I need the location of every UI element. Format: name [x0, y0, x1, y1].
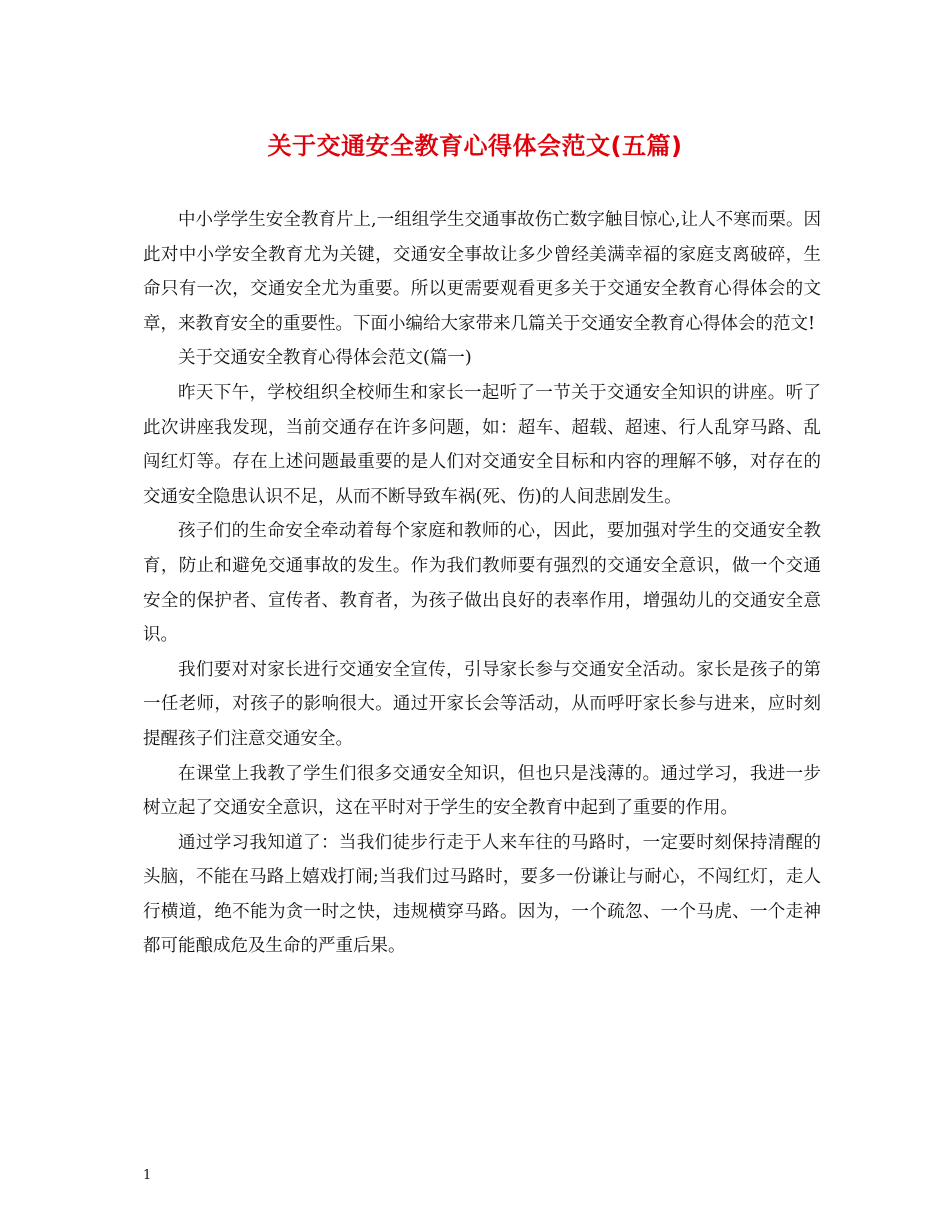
intro-paragraph: 中小学学生安全教育片上,一组组学生交通事故伤亡数字触目惊心,让人不寒而栗。因此对中小学安全教育尤为关键，交通安全事故让多少曾经美满幸福的家庭支离破碎，生命只有一次，交通安全尤为重要。所以更需要观看更多关于交通安全教育心得体会的文章，来教育安全的重要性。下面小编给大家带来几篇关于交通安全教育心得体会的范文!: [143, 210, 821, 334]
body-paragraph: 通过学习我知道了：当我们徒步行走于人来车往的马路时，一定要时刻保持清醒的头脑，不能在马路上嬉戏打闹;当我们过马路时，要多一份谦让与耐心，不闯红灯，走人行横道，绝不能为贪一时之快，违规横穿马路。因为，一个疏忽、一个马虎、一个走神都可能酿成危及生命的严重后果。: [143, 832, 821, 957]
page-number: 1: [143, 1168, 152, 1183]
section-heading: 关于交通安全教育心得体会范文(篇一): [178, 348, 472, 369]
body-paragraph: 在课堂上我教了学生们很多交通安全知识，但也只是浅薄的。通过学习，我进一步树立起了交通安全意识，这在平时对于学生的安全教育中起到了重要的作用。: [143, 763, 821, 819]
document-title: 关于交通安全教育心得体会范文(五篇): [267, 132, 683, 160]
body-paragraph: 孩子们的生命安全牵动着每个家庭和教师的心，因此，要加强对学生的交通安全教育，防止和避免交通事故的发生。作为我们教师要有强烈的交通安全意识，做一个交通安全的保护者、宣传者、教育者，为孩子做出良好的表率作用，增强幼儿的交通安全意识。: [143, 521, 821, 646]
body-paragraph: 我们要对对家长进行交通安全宣传，引导家长参与交通安全活动。家长是孩子的第一任老师，对孩子的影响很大。通过开家长会等活动，从而呼吁家长参与进来，应时刻提醒孩子们注意交通安全。: [143, 659, 821, 749]
document-body: [143, 203, 821, 964]
body-paragraph: 昨天下午，学校组织全校师生和家长一起听了一节关于交通安全知识的讲座。听了此次讲座我发现，当前交通存在许多问题，如：超车、超载、超速、行人乱穿马路、乱闯红灯等。存在上述问题最重要的是人们对交通安全目标和内容的理解不够，对存在的交通安全隐患认识不足，从而不断导致车祸(死、伤)的人间悲剧发生。: [143, 382, 821, 507]
